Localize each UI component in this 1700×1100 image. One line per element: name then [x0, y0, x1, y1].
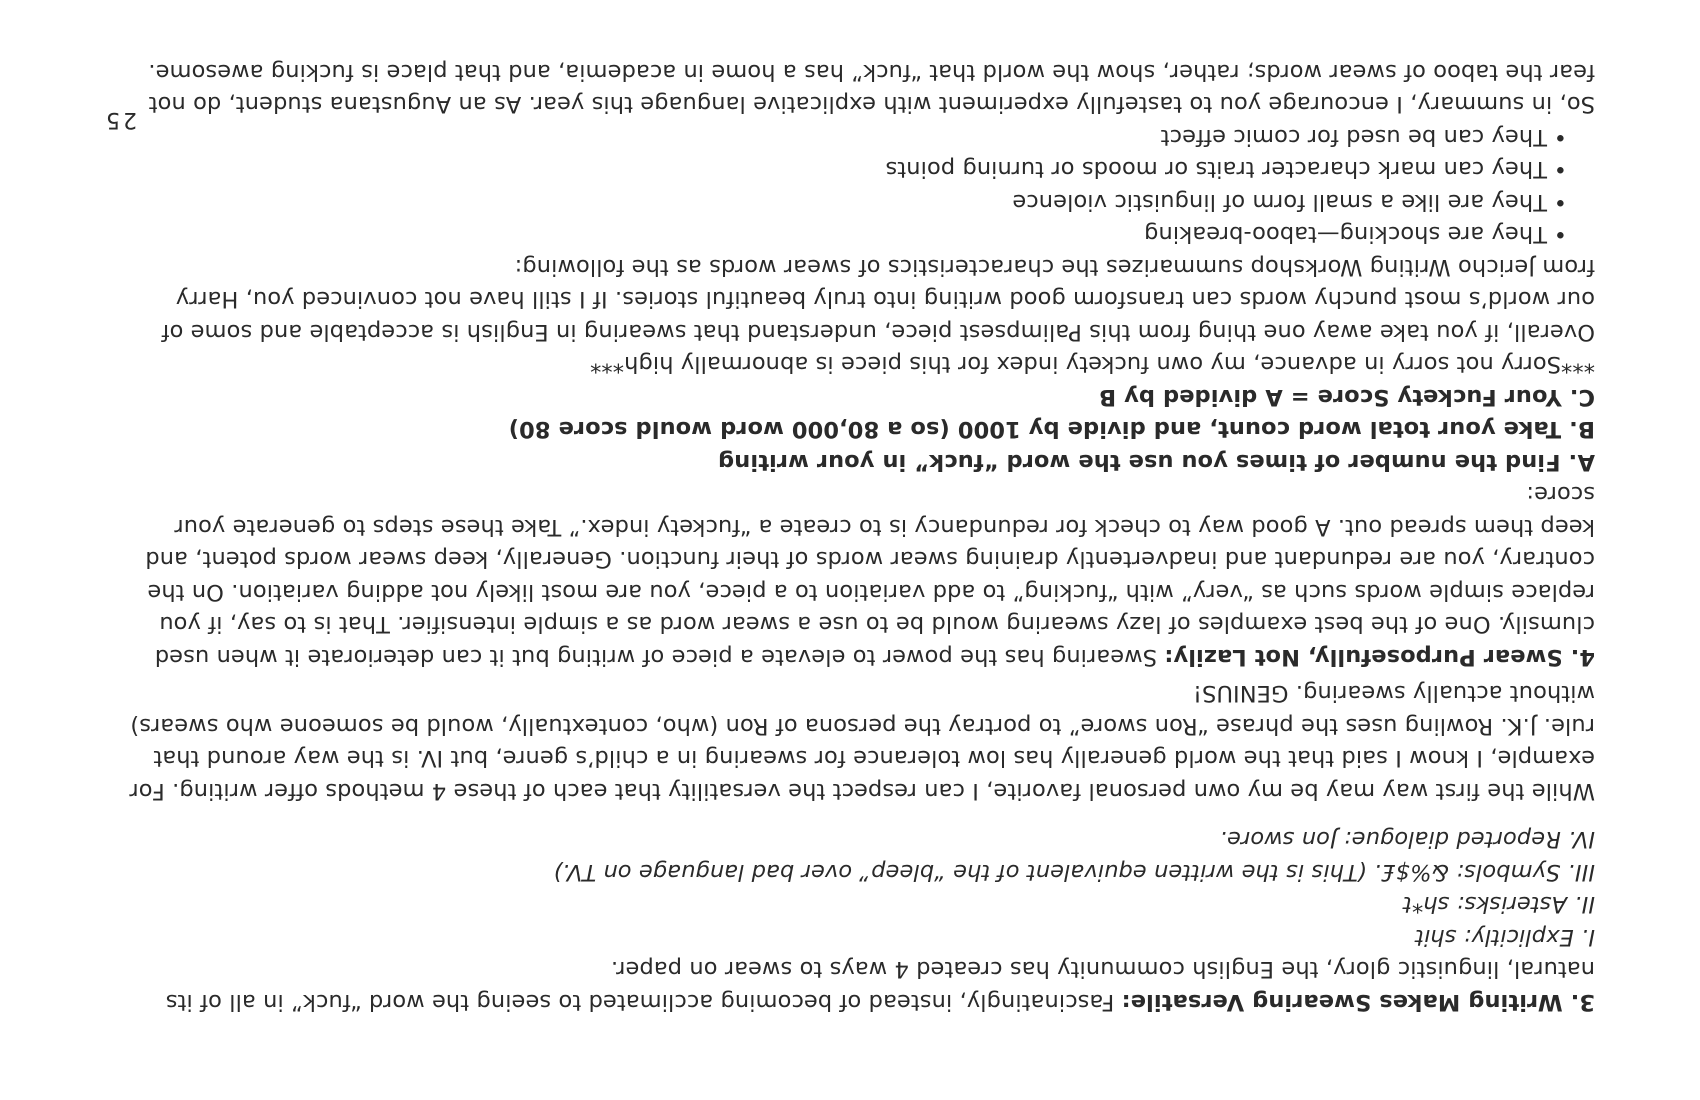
fuckety-note: ***Sorry not sorry in advance, my own fuckety index for this piece is abnormally high***: [589, 351, 1595, 378]
fuckety-steps: [125, 381, 1595, 479]
swear-way-4: IV. Reported dialogue: Jon swore.: [1219, 826, 1595, 853]
list-item: • They are shocking—taboo-breaking: [125, 218, 1567, 251]
list-item: • They can mark character traits or moods or turning points: [125, 153, 1567, 186]
step-b: B. Take your total word count, and divide by 1000 (so a 80,000 word would score 80): [508, 416, 1595, 443]
overall-paragraph: Overall, if you take away one thing from this Palimpsest piece, understand that swearing in English is acceptable and some of our world’s most punchy words can transform good writing into truly beautiful stories. If I still have not convinced you, Harry from Jericho Writing Workshop summarizes the characteristics of swear words as the following:: [161, 254, 1595, 345]
section3-intro: Fascinatingly, instead of becoming acclimated to seeing the word “fuck” in all of its natural, linguistic glory, the English community has created 4 ways to swear on paper.: [165, 956, 1595, 1015]
step-a: A. Find the number of times you use the word “fuck” in your writing: [717, 449, 1595, 475]
section3-heading: 3. Writing Makes Swearing Versatile:: [1121, 989, 1595, 1015]
page-number: 25: [103, 107, 137, 132]
swear-way-1: I. Explicitly: shit: [1415, 924, 1595, 950]
swear-way-2: II. Asterisks: sh*t: [1402, 891, 1595, 918]
characteristics-list: [125, 121, 1595, 251]
summary-paragraph: So, in summary, I encourage you to tastefully experiment with explicative language this year. As an Augustana student, do not fear the taboo of swear words; rather, show the world that “fuck” has a home in academia, and that place is fucking awesome.: [148, 59, 1595, 118]
list-item: • They are like a small form of linguistic violence: [125, 186, 1567, 219]
section4-intro: Swearing has the power to elevate a piece of writing but it can deteriorate it when used clumsily. One of the best examples of lazy swearing would be to use a swear word as a simple intensifier. That is to say, if you replace simple words such as “very” with “fucking” to add variation to a piece, you are most likely not adding variation. On the contrary, you are redundant and inadvertently draining swear words of their function. Generally, keep swear words potent, and keep them spread out. A good way to check for redundancy is to create a “fuckety index.” Take these steps to generate your score:: [145, 481, 1595, 670]
swear-ways-list: [125, 823, 1595, 953]
list-item: • They can be used for comic effect: [125, 121, 1567, 154]
section3-paragraph: [125, 953, 1595, 1018]
section4-paragraph: [125, 478, 1595, 673]
document-body: [125, 56, 1595, 1019]
section3-body: While the first way may be my own personal favorite, I can respect the versatility that each of these 4 methods offer writing. For example, I know I said that the world generally has low tolerance for swearing in a child’s genre, but IV. is the way around that rule. J.K. Rowling uses the phrase “Ron swore” to portray the persona of Ron (who, contextually, would be someone who swears) without actually swearing. GENIUS!: [129, 680, 1595, 804]
swear-way-3: III. Symbols: &%$£. (This is the written equivalent of the “bleep” over bad language on TV.): [553, 859, 1595, 885]
step-c: C. Your Fuckety Score = A divided by B: [1098, 384, 1595, 410]
section4-heading: 4. Swear Purposefully, Not Lazily:: [1164, 644, 1595, 670]
